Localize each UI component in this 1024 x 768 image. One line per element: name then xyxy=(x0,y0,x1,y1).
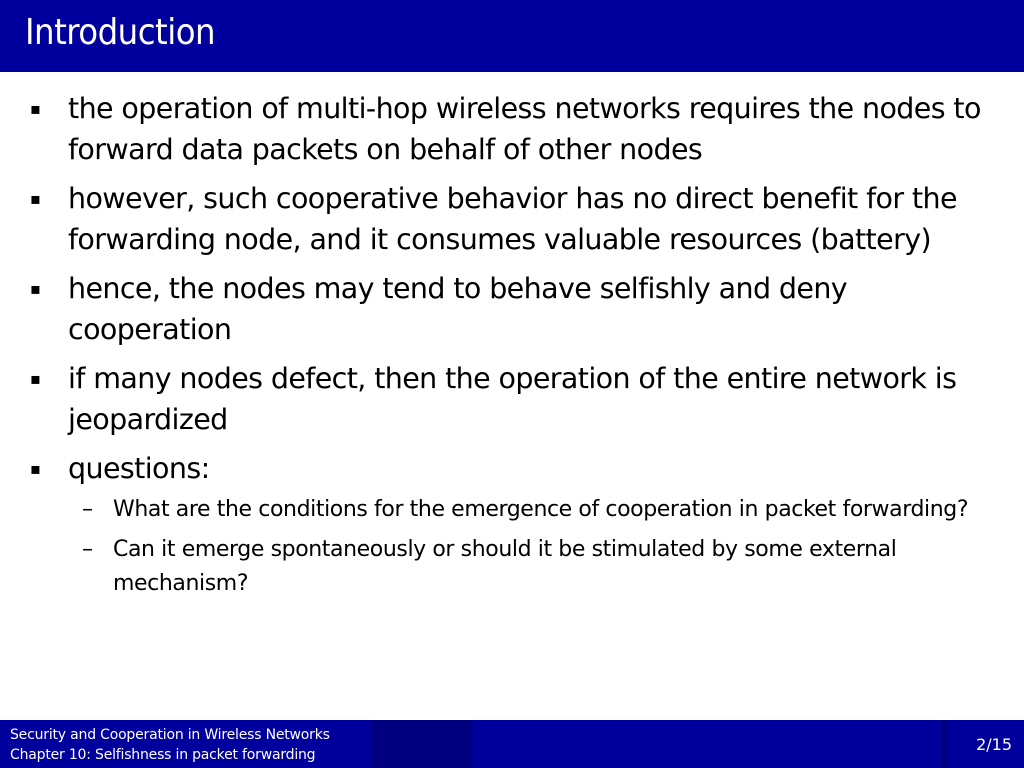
bullet-item xyxy=(0,178,1024,260)
bullet-text: questions: xyxy=(68,452,210,485)
slide-title: Introduction xyxy=(25,12,216,53)
dash-bullet-icon: – xyxy=(82,537,93,562)
sub-bullet-item xyxy=(0,493,1024,527)
footer-bar xyxy=(0,720,1024,768)
footer-chapter: Chapter 10: Selfishness in packet forwarding xyxy=(10,747,316,763)
sub-bullet-item xyxy=(0,533,1024,601)
bullet-text: if many nodes defect, then the operation of the entire network is jeopardized xyxy=(68,362,957,436)
sub-bullet-text: What are the conditions for the emergence of cooperation in packet forwarding? xyxy=(113,497,969,522)
square-bullet-icon: ▪ xyxy=(30,279,41,298)
bullet-item xyxy=(0,88,1024,170)
footer-course-title: Security and Cooperation in Wireless Networks xyxy=(10,727,330,743)
bullet-item xyxy=(0,448,1024,489)
sub-bullet-text: Can it emerge spontaneously or should it be stimulated by some external mechanism? xyxy=(113,537,897,596)
title-bar xyxy=(0,0,1024,72)
slide-content xyxy=(0,88,1024,607)
bullet-text: hence, the nodes may tend to behave selfishly and deny cooperation xyxy=(68,272,848,346)
bullet-item xyxy=(0,358,1024,440)
footer-course-info xyxy=(0,720,372,768)
square-bullet-icon: ▪ xyxy=(30,99,41,118)
bullet-item xyxy=(0,268,1024,350)
dash-bullet-icon: – xyxy=(82,497,93,522)
footer-divider xyxy=(372,720,472,768)
square-bullet-icon: ▪ xyxy=(30,369,41,388)
square-bullet-icon: ▪ xyxy=(30,459,41,478)
bullet-text: however, such cooperative behavior has no direct benefit for the forwarding node, and it consumes valuable resources (battery) xyxy=(68,182,957,256)
bullet-text: the operation of multi-hop wireless networks requires the nodes to forward data packets on behalf of other nodes xyxy=(68,92,981,166)
page-number: 2/15 xyxy=(976,735,1012,754)
square-bullet-icon: ▪ xyxy=(30,189,41,208)
footer-divider xyxy=(942,720,948,768)
